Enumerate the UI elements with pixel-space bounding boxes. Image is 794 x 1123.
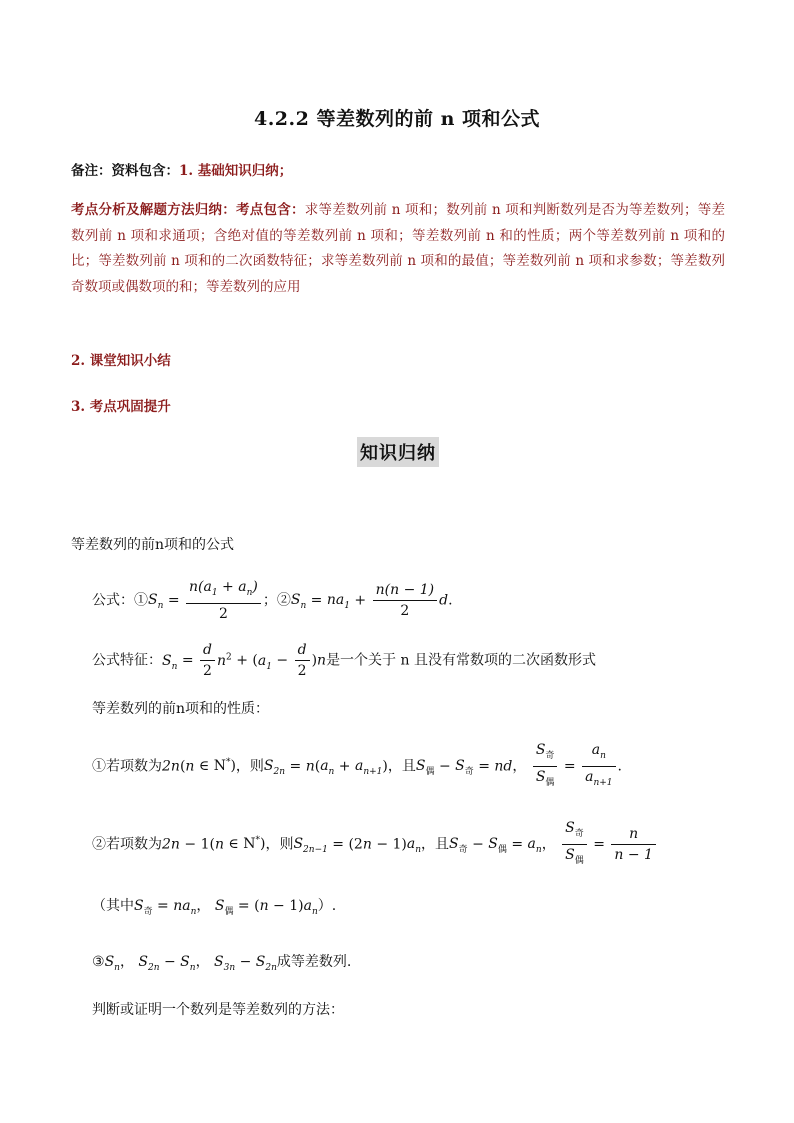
formula-1-fraction: $\frac{n(a_1 + a_n)}{2}$ <box>186 578 261 623</box>
method-title: 判断或证明一个数列是等差数列的方法： <box>92 1002 344 1018</box>
page-title: 4.2.2 等差数列的前 n 项和公式 <box>253 108 541 130</box>
section-3-title: 3. 考点巩固提升 <box>71 399 171 415</box>
formula-label: 公式： <box>92 592 134 609</box>
note-prefix: 备注：资料包含： <box>71 163 179 179</box>
property-2-line: ②若项数为2n − 1(n ∈ N*)，则$S_{2n-1} = (2n - 1)a_n$，且$S_奇 - S_偶 = a_n$， $\frac{S_奇}{S_偶}$ = $\frac{n}{n - 1}$ <box>92 819 658 870</box>
where-close: ）. <box>317 898 337 914</box>
intro-text: 等差数列的前n项和的公式 <box>71 537 235 553</box>
property-3-suffix: 成等差数列. <box>276 954 352 970</box>
analysis-body: 求等差数列前 n 项和；数列前 n 项和判断数列是否为等差数列；等差数列前 n 项和求通项；含绝对值的等差数列前 n 项和；等差数列前 n 和的性质；两个等差数列前 n 项和的比；等差数列前 n 项和的二次函数特征；求等差数列前 n 项和的最值；等差数列前 n 项和求参数；等差数列奇数项或偶数项的和；等差数列的应用 <box>71 202 725 295</box>
section-2-title: 2. 课堂知识小结 <box>71 353 171 369</box>
property-3-line: $③S_n$， $S_{2n} - S_n$， $S_{3n} - S_{2n}$成等差数列. <box>92 954 352 973</box>
analysis-paragraph <box>71 198 725 300</box>
property-3-prefix: ③ <box>92 954 105 970</box>
property-title: 等差数列的前n项和的性质： <box>92 701 270 717</box>
knowledge-heading: 知识归纳 <box>357 437 439 467</box>
formula-2-fraction: $\frac{n(n - 1)}{2}$ <box>373 581 438 620</box>
property-1-and: ，且 <box>387 758 416 775</box>
property-1-prefix: ①若项数为 <box>92 758 162 775</box>
feature-line: 公式特征：$S_n$ = $\frac{d}{2}$ $n^2 + (a_1$ − $\frac{d}{2}$ )n是一个关于 n 且没有常数项的二次函数形式 <box>92 642 596 679</box>
property-1-then: ，则 <box>235 758 264 775</box>
property-1-line: ①若项数为2n(n ∈ N*)，则$S_{2n} = n(a_n + a_{n+1})$，且$S_偶 - S_奇$ = nd， $\frac{S_奇}{S_偶}$ = $\frac{a_n}{a_{n+1}}$ . <box>92 742 622 788</box>
property-2-then: ，则 <box>265 836 294 853</box>
property-2-and: ，且 <box>421 836 450 853</box>
formula-line: 公式：$①S_n$ = $\frac{n(a_1 + a_n)}{2}$ ；$②S_n = na_1$ + $\frac{n(n - 1)}{2}$ d. <box>92 579 453 622</box>
where-open: （其中 <box>92 898 134 914</box>
property-where-line: （其中$S_奇 = na_n$， $S_偶 = (n - 1)a_n$）. <box>92 898 337 917</box>
note-line <box>71 159 292 179</box>
feature-label: 公式特征： <box>92 652 162 669</box>
note-item-1: 1. 基础知识归纳； <box>179 163 293 179</box>
analysis-lead: 考点分析及解题方法归纳：考点包含： <box>71 202 305 218</box>
property-2-prefix: ②若项数为 <box>92 836 162 853</box>
feature-text: 是一个关于 n 且没有常数项的二次函数形式 <box>326 652 596 669</box>
intro-line <box>71 534 234 554</box>
